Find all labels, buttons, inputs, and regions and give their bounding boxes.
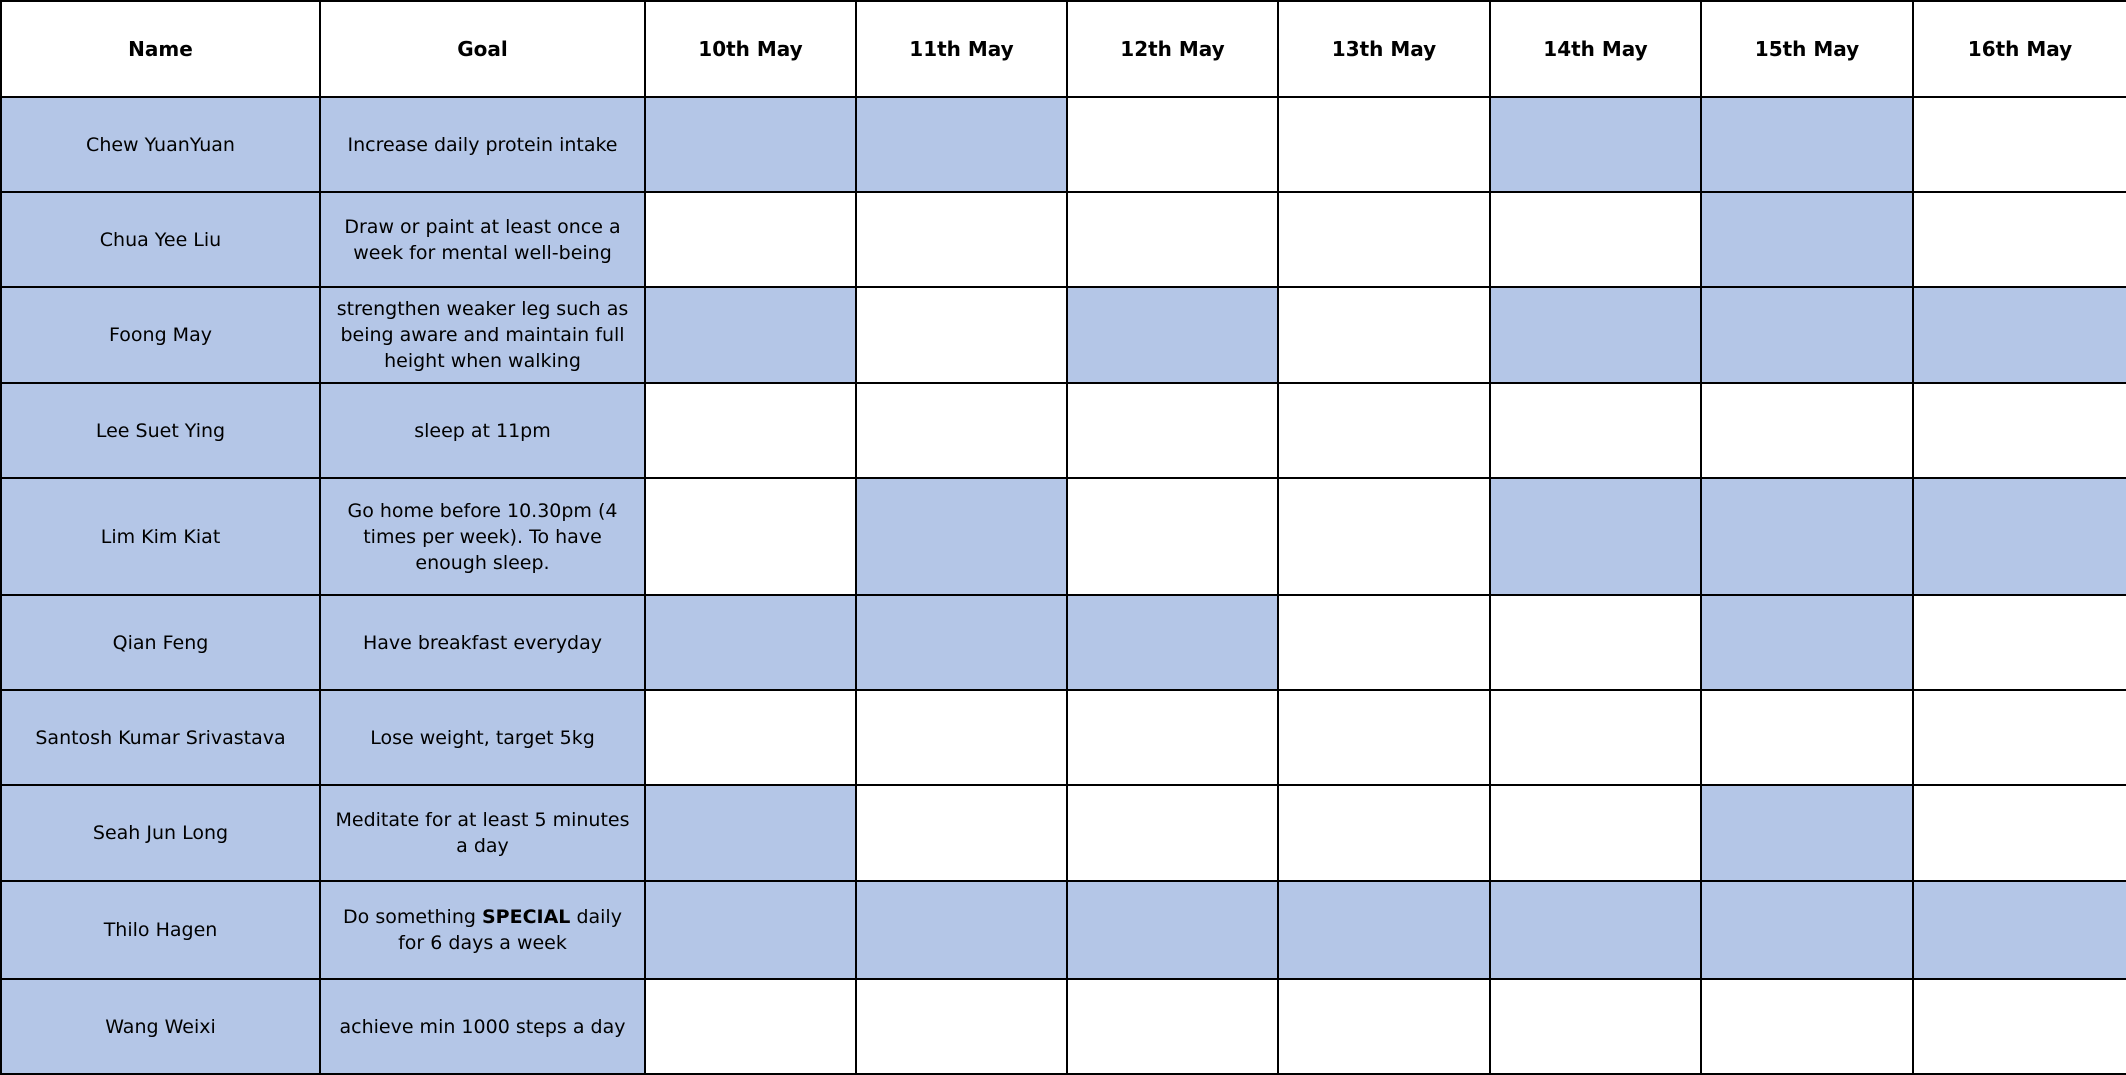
day-cell-completed (1701, 287, 1913, 383)
name-cell: Foong May (1, 287, 320, 383)
goal-text: sleep at 11pm (414, 419, 551, 442)
table-row (1, 97, 2126, 192)
name-cell: Qian Feng (1, 595, 320, 690)
day-cell-completed (856, 595, 1067, 690)
day-cell-empty (1067, 690, 1278, 785)
header-row (1, 1, 2126, 97)
goal-text: Have breakfast everyday (362, 631, 603, 654)
header-name: Name (1, 1, 320, 97)
name-cell: Thilo Hagen (1, 881, 320, 979)
day-cell-completed (1067, 881, 1278, 979)
day-cell-completed (645, 287, 856, 383)
day-cell-empty (1067, 979, 1278, 1074)
goal-cell (320, 287, 645, 383)
header-day: 13th May (1278, 1, 1490, 97)
table-row (1, 192, 2126, 287)
day-cell-empty (856, 192, 1067, 287)
goal-text: Meditate for at least 5 minutes a day (335, 809, 630, 857)
goal-text-emphasis: SPECIAL (481, 906, 571, 928)
goal-cell (320, 881, 645, 979)
goal-cell (320, 192, 645, 287)
day-cell-completed (1490, 97, 1701, 192)
header-day: 15th May (1701, 1, 1913, 97)
day-cell-empty (1490, 979, 1701, 1074)
day-cell-empty (856, 979, 1067, 1074)
table-row (1, 595, 2126, 690)
name-cell: Lee Suet Ying (1, 383, 320, 478)
name-cell: Chua Yee Liu (1, 192, 320, 287)
table-row (1, 383, 2126, 478)
day-cell-empty (1701, 383, 1913, 478)
day-cell-completed (1913, 287, 2126, 383)
day-cell-completed (1701, 785, 1913, 881)
day-cell-completed (1913, 881, 2126, 979)
name-cell: Lim Kim Kiat (1, 478, 320, 595)
header-day: 12th May (1067, 1, 1278, 97)
day-cell-empty (1913, 97, 2126, 192)
goal-cell (320, 690, 645, 785)
day-cell-completed (1701, 595, 1913, 690)
day-cell-empty (1067, 97, 1278, 192)
goal-text: Draw or paint at least once a week for mental well-being (344, 215, 621, 264)
day-cell-completed (856, 97, 1067, 192)
goal-text: Go home before 10.30pm (4 times per week). To have enough sleep. (347, 499, 618, 574)
day-cell-completed (1490, 881, 1701, 979)
day-cell-completed (1701, 881, 1913, 979)
day-cell-empty (1490, 383, 1701, 478)
table-body (1, 97, 2126, 1074)
header-goal: Goal (320, 1, 645, 97)
day-cell-empty (856, 287, 1067, 383)
day-cell-empty (1490, 595, 1701, 690)
goal-text: daily for 6 days a week (398, 906, 622, 954)
day-cell-completed (645, 881, 856, 979)
goal-text: strengthen weaker leg such as being aware and maintain full height when walking (336, 298, 629, 372)
day-cell-empty (856, 785, 1067, 881)
header-day: 14th May (1490, 1, 1701, 97)
day-cell-completed (1067, 595, 1278, 690)
day-cell-empty (1278, 383, 1490, 478)
day-cell-empty (1913, 979, 2126, 1074)
day-cell-empty (1278, 192, 1490, 287)
day-cell-empty (1490, 690, 1701, 785)
day-cell-empty (1278, 287, 1490, 383)
day-cell-completed (645, 97, 856, 192)
goal-text: Lose weight, target 5kg (370, 726, 595, 749)
goal-cell (320, 97, 645, 192)
table-row (1, 478, 2126, 595)
day-cell-empty (1067, 478, 1278, 595)
day-cell-completed (1701, 192, 1913, 287)
goal-text: Do something (343, 906, 482, 928)
day-cell-empty (645, 690, 856, 785)
table-row (1, 785, 2126, 881)
header-day: 11th May (856, 1, 1067, 97)
table-row (1, 287, 2126, 383)
table-row (1, 979, 2126, 1074)
day-cell-empty (1278, 595, 1490, 690)
day-cell-completed (645, 785, 856, 881)
day-cell-empty (1490, 785, 1701, 881)
goal-cell (320, 478, 645, 595)
name-cell: Chew YuanYuan (1, 97, 320, 192)
goal-text: Increase daily protein intake (347, 133, 618, 156)
day-cell-empty (1913, 690, 2126, 785)
header-day: 16th May (1913, 1, 2126, 97)
name-cell: Seah Jun Long (1, 785, 320, 881)
goal-cell (320, 785, 645, 881)
day-cell-empty (645, 192, 856, 287)
day-cell-completed (1278, 881, 1490, 979)
day-cell-empty (645, 979, 856, 1074)
goal-cell (320, 595, 645, 690)
goal-text: achieve min 1000 steps a day (339, 1015, 626, 1038)
day-cell-empty (645, 478, 856, 595)
day-cell-completed (645, 595, 856, 690)
day-cell-empty (1913, 192, 2126, 287)
day-cell-completed (1490, 478, 1701, 595)
day-cell-empty (1278, 478, 1490, 595)
day-cell-empty (1913, 595, 2126, 690)
day-cell-empty (1067, 383, 1278, 478)
day-cell-empty (1278, 979, 1490, 1074)
day-cell-completed (1490, 287, 1701, 383)
day-cell-empty (1913, 785, 2126, 881)
day-cell-empty (856, 383, 1067, 478)
day-cell-empty (1278, 97, 1490, 192)
header-day: 10th May (645, 1, 856, 97)
day-cell-empty (1913, 383, 2126, 478)
day-cell-empty (1701, 979, 1913, 1074)
day-cell-completed (1701, 97, 1913, 192)
day-cell-completed (1913, 478, 2126, 595)
day-cell-empty (1067, 192, 1278, 287)
name-cell: Wang Weixi (1, 979, 320, 1074)
day-cell-empty (1278, 690, 1490, 785)
name-cell: Santosh Kumar Srivastava (1, 690, 320, 785)
day-cell-completed (1701, 478, 1913, 595)
day-cell-empty (1490, 192, 1701, 287)
day-cell-empty (645, 383, 856, 478)
goal-cell (320, 979, 645, 1074)
day-cell-completed (856, 478, 1067, 595)
day-cell-completed (1067, 287, 1278, 383)
day-cell-empty (1067, 785, 1278, 881)
day-cell-empty (1701, 690, 1913, 785)
day-cell-empty (1278, 785, 1490, 881)
goal-cell (320, 383, 645, 478)
table-row (1, 881, 2126, 979)
table-row (1, 690, 2126, 785)
day-cell-completed (856, 881, 1067, 979)
day-cell-empty (856, 690, 1067, 785)
